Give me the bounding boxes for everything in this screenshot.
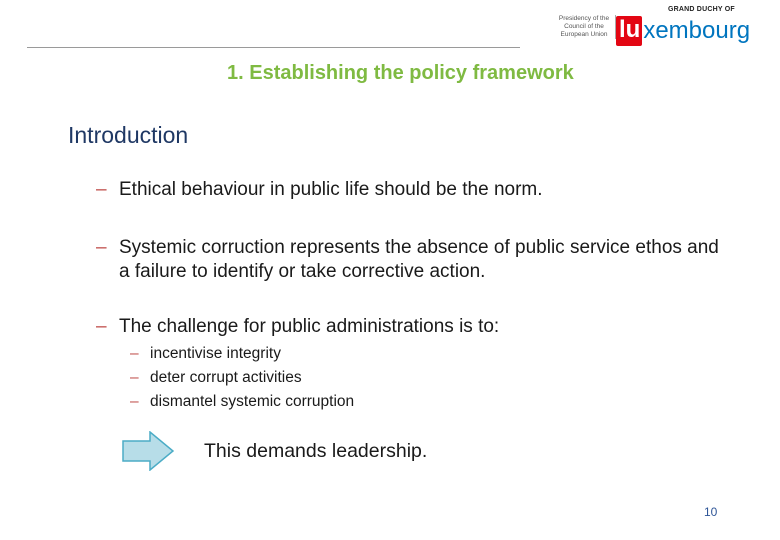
logo-wordmark-rest: xembourg <box>643 17 751 44</box>
header-divider <box>27 47 520 48</box>
bullet-dash: – <box>96 179 107 200</box>
sub-bullet-item <box>130 390 354 414</box>
sub-bullet-text: deter corrupt activities <box>150 369 302 386</box>
bullet-text: Systemic corruction represents the absence of public service ethos and a failure to identify or take corrective action. <box>119 237 719 282</box>
bullet-text: The challenge for public administrations is to: <box>119 316 500 337</box>
sub-bullet-text: dismantel systemic corruption <box>150 393 355 410</box>
right-arrow-icon <box>122 431 174 471</box>
bullet-text: Ethical behaviour in public life should be the norm. <box>119 179 543 200</box>
logo-grand-duchy-text: GRAND DUCHY OF <box>668 6 735 13</box>
bullet-dash: – <box>96 316 107 337</box>
section-title: 1. Establishing the policy framework <box>227 62 574 84</box>
luxembourg-presidency-logo <box>555 5 765 47</box>
sub-bullet-item <box>130 366 302 390</box>
sub-bullet-item <box>130 342 281 366</box>
bullet-item <box>96 178 719 202</box>
page-number: 10 <box>704 505 718 519</box>
logo-wordmark <box>616 16 750 46</box>
bullet-dash: – <box>96 237 107 258</box>
logo-presidency-text: Presidency of the Council of the European Union <box>555 15 616 39</box>
sub-bullet-dash: – <box>130 369 139 386</box>
bullet-item <box>96 236 719 284</box>
sub-bullet-text: incentivise integrity <box>150 345 281 362</box>
slide-heading: Introduction <box>68 122 189 148</box>
conclusion-text: This demands leadership. <box>204 440 428 462</box>
sub-bullet-dash: – <box>130 393 139 410</box>
logo-wordmark-lu: lu <box>616 16 642 46</box>
bullet-item <box>96 315 719 339</box>
sub-bullet-dash: – <box>130 345 139 362</box>
